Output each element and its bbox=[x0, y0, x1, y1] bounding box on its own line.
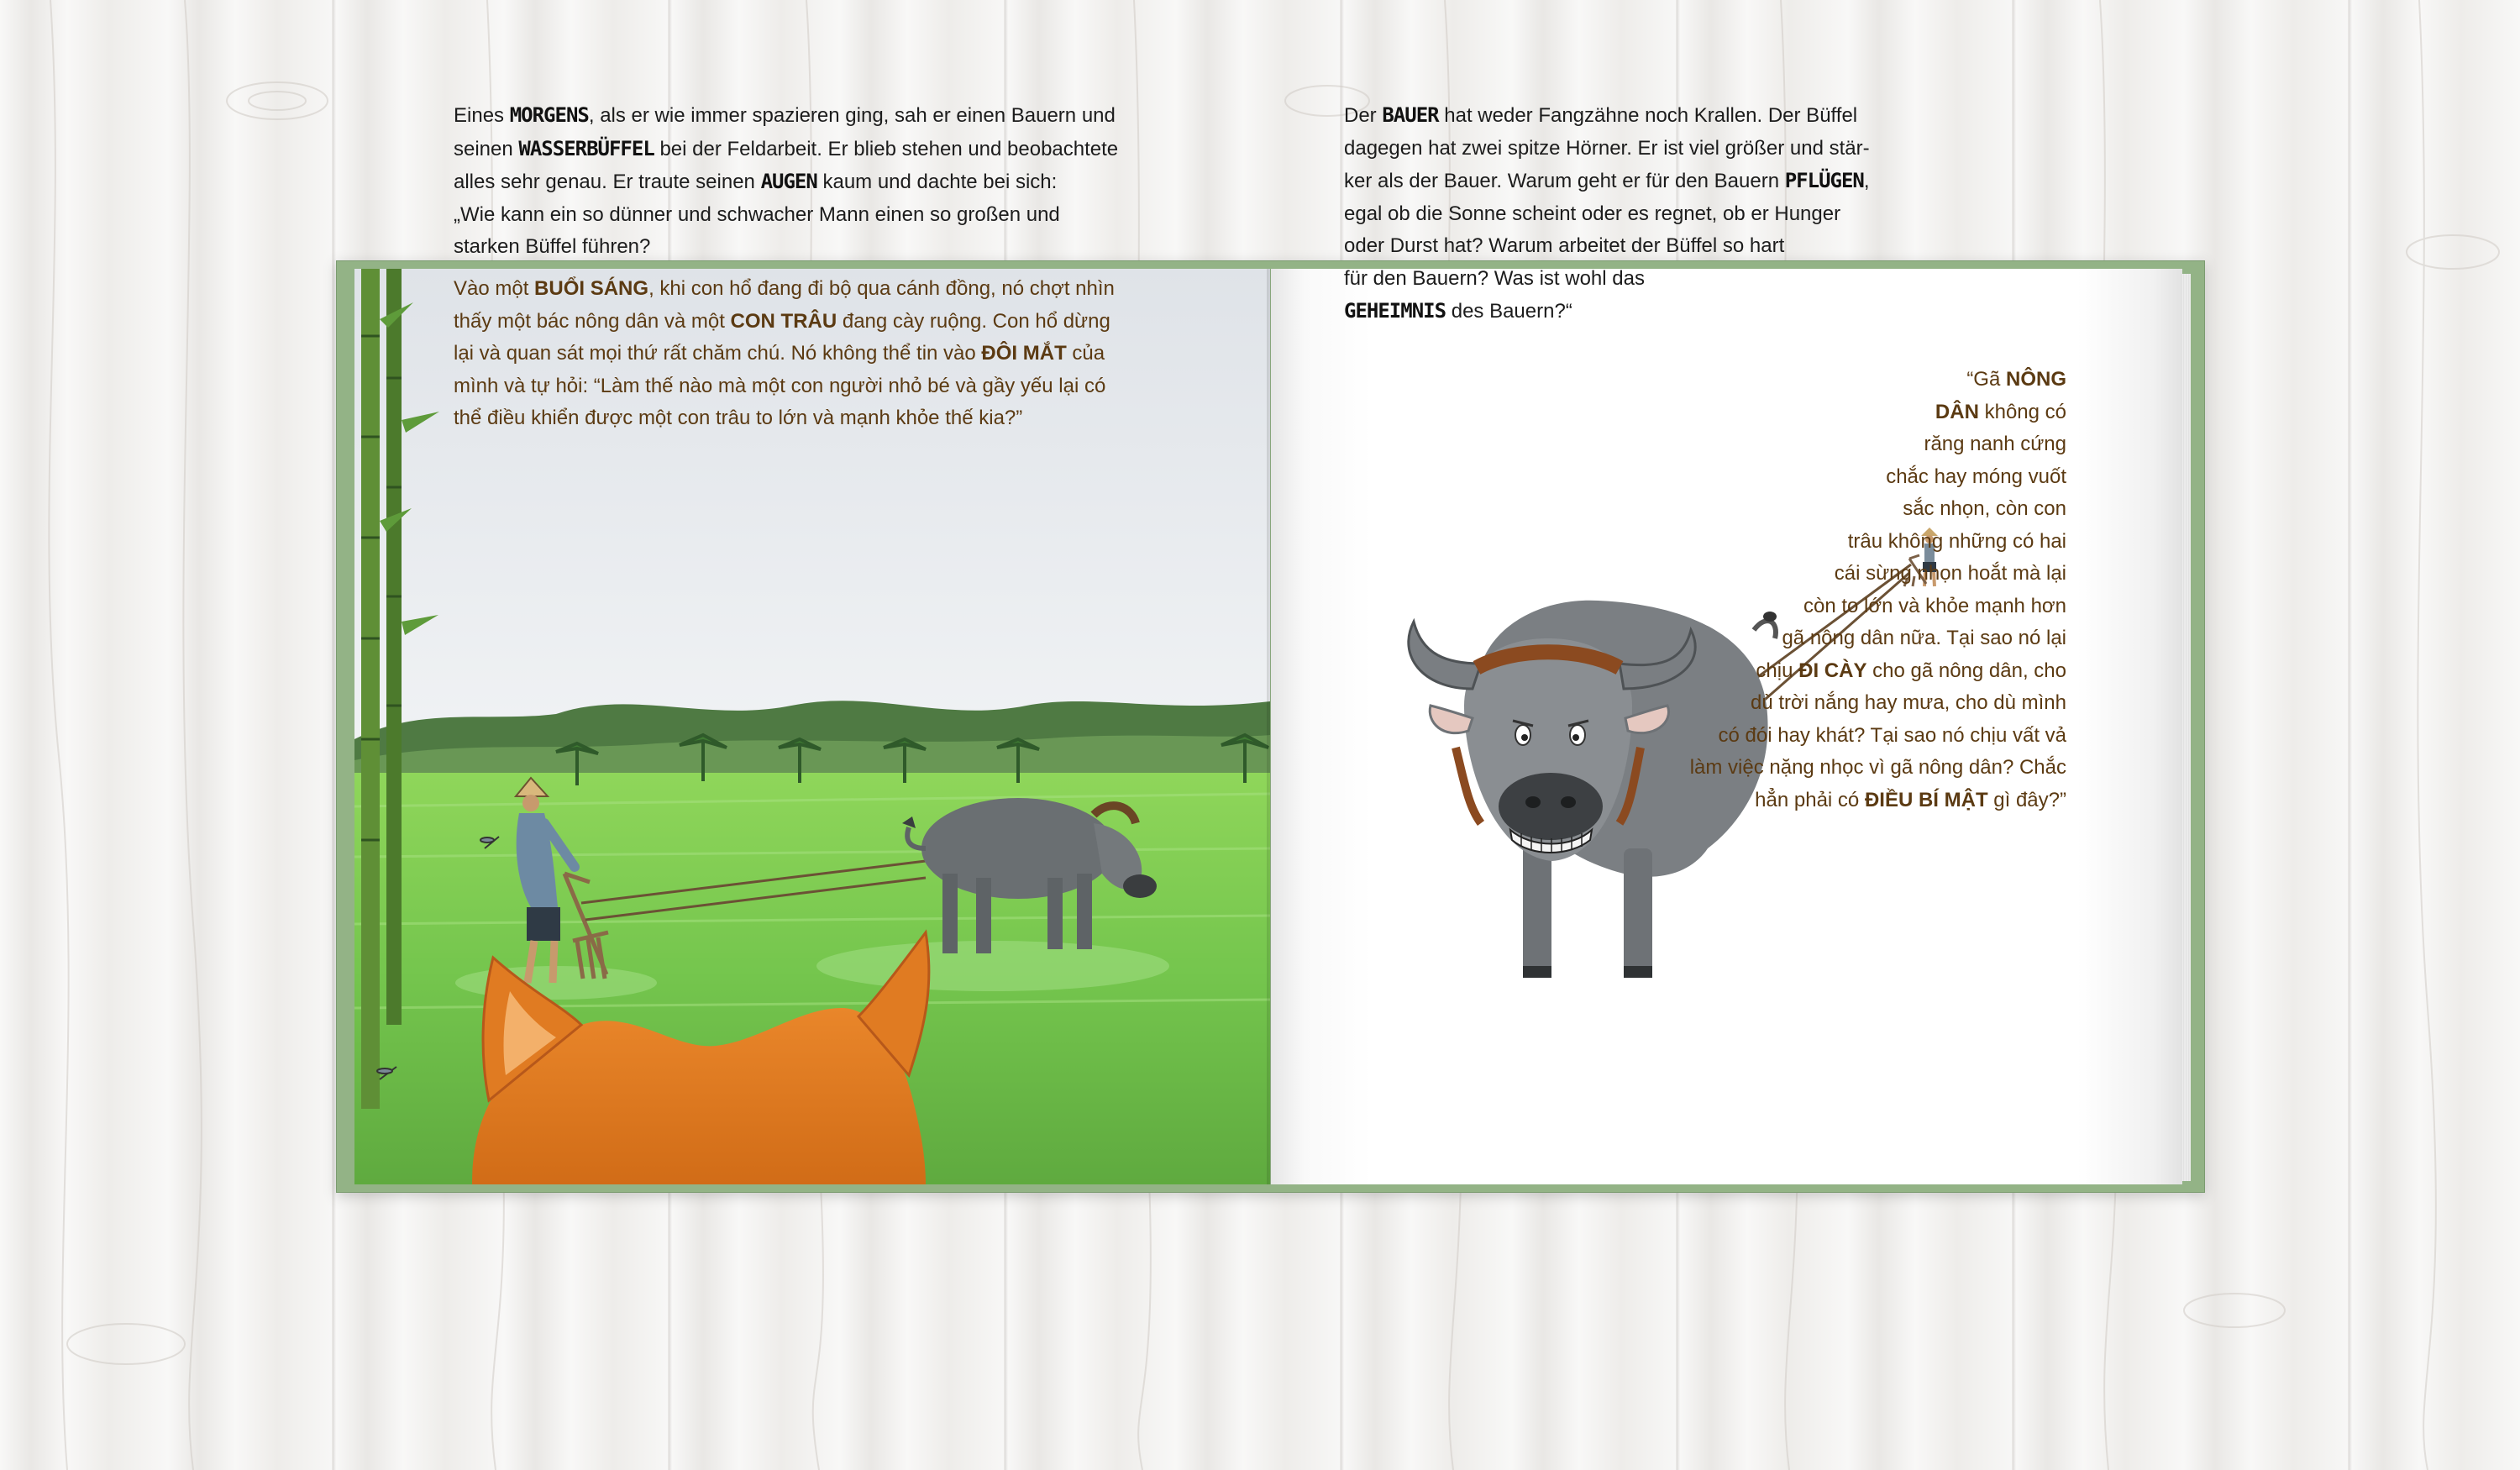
text-line bbox=[1596, 655, 2066, 688]
text-line bbox=[454, 402, 1023, 435]
text-run: seinen bbox=[454, 137, 519, 160]
text-line bbox=[1344, 295, 1814, 328]
text-line bbox=[454, 99, 1116, 133]
text-line bbox=[1344, 99, 1858, 133]
page-stack-edge bbox=[2182, 274, 2191, 1181]
keyword: WASSERBÜFFEL bbox=[518, 136, 654, 160]
text-line bbox=[1596, 591, 2066, 623]
text-run: chịu bbox=[1756, 659, 1799, 682]
text-line bbox=[1596, 720, 2066, 753]
text-run: alles sehr genau. Er traute seinen bbox=[454, 171, 761, 193]
text-run: egal ob die Sonne scheint oder es regnet, ob er Hunger bbox=[1344, 202, 1841, 225]
text-run: gì đây?” bbox=[1987, 788, 2066, 811]
keyword: AUGEN bbox=[760, 170, 817, 193]
text-run: oder Durst hat? Warum arbeitet der Büffel so hart bbox=[1344, 234, 1785, 257]
text-line bbox=[1344, 133, 1870, 165]
text-run: của bbox=[1066, 342, 1105, 365]
keyword: NÔNG bbox=[2006, 368, 2066, 391]
keyword: DÂN bbox=[1935, 400, 1979, 423]
text-line bbox=[1596, 785, 2066, 817]
keyword: GEHEIMNIS bbox=[1344, 299, 1446, 323]
text-run: dagegen hat zwei spitze Hörner. Er ist viel größer und stär- bbox=[1344, 136, 1870, 160]
text-run: có đói hay khát? Tại sao nó chịu vất vả bbox=[1718, 723, 2066, 747]
text-run: đang cày ruộng. Con hổ dừng bbox=[837, 309, 1110, 333]
keyword: BUỔI SÁNG bbox=[534, 277, 649, 300]
text-run: sắc nhọn, còn con bbox=[1903, 497, 2066, 520]
text-line bbox=[454, 273, 1115, 306]
text-run: hat weder Fangzähne noch Krallen. Der Büffel bbox=[1438, 104, 1858, 127]
text-run: còn to lớn và khỏe mạnh hơn bbox=[1803, 594, 2066, 617]
text-run: Eines bbox=[454, 104, 510, 127]
text-run: cái sừng nhọn hoắt mà lại bbox=[1834, 562, 2066, 585]
keyword: BAUER bbox=[1382, 103, 1439, 127]
text-line bbox=[454, 231, 907, 264]
text-run: “Gã bbox=[1966, 368, 2006, 391]
text-run: gã nông dân nữa. Tại sao nó lại bbox=[1782, 627, 2066, 649]
text-line bbox=[454, 338, 1105, 370]
text-line bbox=[454, 306, 1110, 339]
text-line bbox=[1596, 493, 2066, 526]
text-run: trâu không những có hai bbox=[1847, 529, 2066, 553]
text-line bbox=[1596, 622, 2066, 655]
keyword: ĐÔI MẮT bbox=[981, 342, 1067, 365]
text-run: für den Bauern? Was ist wohl das bbox=[1344, 266, 1645, 290]
text-run: Vào một bbox=[454, 277, 535, 300]
text-run: cho gã nông dân, cho bbox=[1866, 659, 2066, 682]
text-line bbox=[454, 133, 1119, 166]
text-line bbox=[1596, 428, 2066, 461]
text-line bbox=[454, 199, 1060, 232]
text-line bbox=[1596, 364, 2066, 396]
text-run: kaum und dachte bei sich: bbox=[816, 171, 1058, 193]
text-line bbox=[1596, 752, 2066, 785]
text-run: , khi con hổ đang đi bộ qua cánh đồng, nó chợt nhìn bbox=[648, 277, 1115, 300]
text-run: làm việc nặng nhọc vì gã nông dân? Chắc bbox=[1689, 756, 2066, 779]
text-run: , als er wie immer spazieren ging, sah er einen Bauern und bbox=[588, 104, 1116, 127]
keyword: ĐIỀU BÍ MẬT bbox=[1864, 788, 1988, 811]
text-line bbox=[454, 370, 1106, 403]
text-line bbox=[1344, 230, 1814, 263]
text-line bbox=[1596, 687, 2066, 720]
keyword: MORGENS bbox=[509, 103, 589, 127]
keyword: ĐI CÀY bbox=[1798, 659, 1867, 682]
text-line bbox=[1596, 526, 2066, 559]
text-run: không có bbox=[1978, 400, 2066, 423]
text-run: des Bauern?“ bbox=[1446, 300, 1572, 323]
text-line bbox=[1596, 461, 2066, 494]
text-run: , bbox=[1863, 170, 1870, 192]
text-line bbox=[1596, 558, 2066, 591]
text-line bbox=[1344, 263, 1814, 296]
keyword: PFLÜGEN bbox=[1784, 169, 1864, 192]
text-run: chắc hay móng vuốt bbox=[1886, 465, 2066, 488]
text-run: hẳn phải có bbox=[1755, 788, 1865, 811]
text-run: dù trời nắng hay mưa, cho dù mình bbox=[1750, 691, 2066, 714]
text-run: răng nanh cứng bbox=[1924, 433, 2066, 455]
text-run: „Wie kann ein so dünner und schwacher Mann einen so großen und bbox=[454, 202, 1060, 226]
right-german-paragraph bbox=[1344, 99, 1870, 328]
text-run: ker als der Bauer. Warum geht er für den Bauern bbox=[1344, 170, 1785, 192]
text-line bbox=[1344, 198, 1841, 231]
text-line bbox=[454, 165, 1058, 199]
text-run: starken Büffel führen? bbox=[454, 235, 651, 258]
text-line bbox=[1596, 396, 2066, 429]
text-run: lại và quan sát mọi thứ rất chăm chú. Nó không thể tin vào bbox=[454, 342, 982, 365]
text-run: thấy một bác nông dân và một bbox=[454, 309, 731, 333]
text-run: Der bbox=[1344, 104, 1383, 127]
right-vietnamese-paragraph bbox=[1596, 364, 2066, 816]
text-run: mình và tự hỏi: “Làm thế nào mà một con người nhỏ bé và gầy yếu lại có bbox=[454, 374, 1106, 397]
text-run: thể điều khiển được một con trâu to lớn và mạnh khỏe thế kia?” bbox=[454, 407, 1023, 429]
keyword: CON TRÂU bbox=[730, 309, 837, 333]
left-vietnamese-paragraph bbox=[454, 273, 1115, 435]
text-line bbox=[1344, 165, 1870, 198]
text-run: bei der Feldarbeit. Er blieb stehen und beobachtete bbox=[654, 137, 1119, 160]
left-german-paragraph bbox=[454, 99, 1119, 264]
